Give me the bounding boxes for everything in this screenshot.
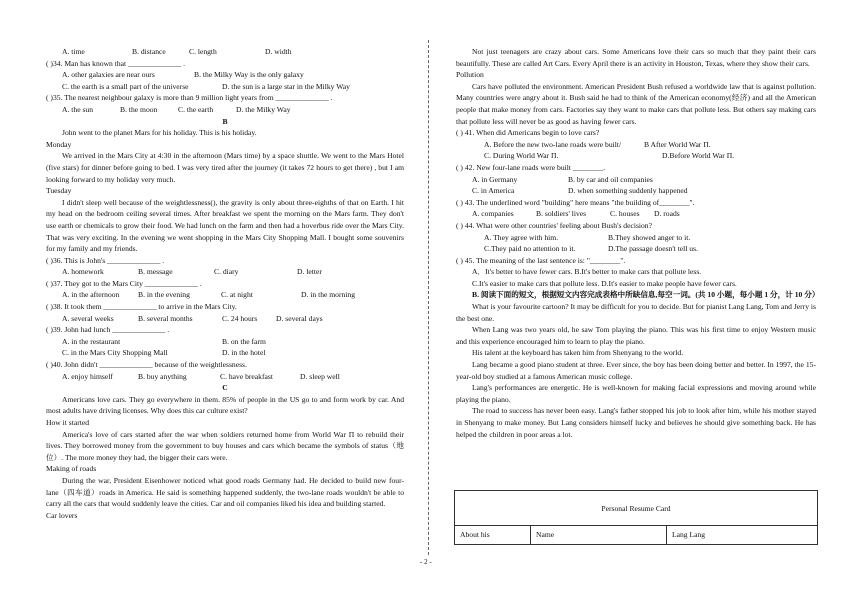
name-value-cell: Lang Lang (672, 530, 706, 539)
answer-option: A. the sun (62, 104, 94, 114)
answer-options (456, 185, 816, 197)
answer-option: B. message (138, 267, 173, 277)
answer-option: C. have breakfast (220, 371, 273, 381)
answer-option: D. letter (297, 267, 322, 277)
answer-option: D. width (265, 47, 292, 56)
answer-option: C. the earth (178, 104, 214, 114)
answer-option: A. in the restaurant (62, 336, 121, 346)
answer-option: C. houses (610, 209, 640, 219)
text-line: C.It's easier to make cars that pollute less. D.It's easier to make people have fewer cars. (472, 278, 737, 288)
answer-options (456, 139, 816, 151)
passage-paragraph: His talent at the keyboard has taken him from Shenyang to the world. (472, 348, 684, 358)
answer-options (46, 371, 404, 383)
column-divider (428, 40, 429, 555)
answer-option: B. in the evening (138, 290, 190, 300)
answer-option: B. the Milky Way is the only galaxy (194, 70, 304, 80)
answer-option: C. in America (472, 186, 515, 196)
passage-paragraph: What is your favourite cartoon? It may be difficult for you to decide. But for pianist Lang Lang, Tom and Jerry is the best one. (456, 302, 816, 323)
section-instruction: B. 阅读下面的短文，根据短文内容完成表格中所缺信息,每空一词。(共 10 小题，每小题 1 分，计 10 分） (472, 290, 820, 300)
answer-option: B. buy anything (138, 371, 187, 381)
answer-option: A. several weeks (62, 313, 114, 323)
passage-paragraph: During the war, President Eisenhower noticed what good roads Germany had. He decided to build new four-lane（四车道）roads in America. He said is something happened suddenly, the two-lane roads wouldn't be able to carry all the cars that would suddenly leave the cities. Car and oil companies liked his idea and building started. (46, 475, 404, 509)
answer-option: D. roads (654, 209, 680, 219)
answer-option: A. time (62, 47, 85, 56)
answer-options (46, 289, 404, 301)
name-label-cell: Name (531, 526, 667, 544)
answer-option: B. distance (132, 47, 166, 56)
answer-options (46, 313, 404, 325)
text-line: John went to the planet Mars for his holiday. This is his holiday. (62, 128, 257, 138)
answer-option: A. other galaxies are near ours (62, 70, 155, 80)
answer-option: B. several months (138, 313, 193, 323)
answer-options (456, 208, 816, 220)
answer-options (46, 104, 404, 116)
resume-row (455, 526, 817, 544)
text-line: ( )34. Man has known that ______________ . (46, 58, 185, 68)
passage-paragraph: Americans love cars. They go everywhere in them. 85% of people in the US go to and form work by car. And most adults have driving licenses. Why does this car culture exist? (46, 394, 404, 416)
answer-option: C. 24 hours (222, 313, 258, 323)
passage-letter: C (222, 383, 228, 393)
answer-option: B. on the farm (222, 336, 266, 346)
text-line: ( ) 41. When did Americans begin to love cars? (456, 128, 600, 138)
answer-option: B. the moon (120, 104, 158, 114)
text-line: ( ) 44. What were other countries' feeling about Bush's decision? (456, 220, 652, 230)
answer-options (456, 174, 816, 186)
answer-option: A. Before the new two-lane roads were built/ (484, 139, 622, 149)
text-line: ( ) 43. The underlined word "building" here means "the building of________". (456, 197, 695, 207)
passage-paragraph: Lang became a good piano student at three. Ever since, the boy has been doing better and better. In 1997, the 15-year-old boy studied at a famous American music college. (456, 360, 816, 381)
answer-option: C. the earth is a small part of the universe (62, 81, 189, 91)
answer-option: D. several days (276, 313, 323, 323)
text-line: Car lovers (46, 510, 78, 520)
answer-option: A. in the afternoon (62, 290, 120, 300)
answer-option: B After World War Π. (644, 139, 711, 149)
text-line: How it started (46, 418, 90, 427)
answer-option: D. when something suddenly happened (568, 186, 688, 196)
right-column (456, 46, 820, 440)
page-number: - 2 - (420, 558, 432, 566)
text-line: Pollution (456, 70, 484, 80)
resume-card-title: Personal Resume Card (455, 491, 817, 526)
answer-option: A. enjoy himself (62, 371, 113, 381)
passage-paragraph: I didn't sleep well because of the weightlessness(), the gravity is only about three-eighths of that on Earth. I hit my head on the bedroom ceiling several times. After breakfast we spent the morning on the Mars farm. They don't use earth or chemicals to grow their food. We had lunch on the farm and then had a hoverbus ride over the Mars City. That was very exciting. In the evening we went shopping in the Mars City Shopping Mall. I bought some souvenirs for my family and my friends. (46, 197, 404, 254)
answer-options (46, 266, 404, 278)
text-line: A．It's better to have fewer cars. B.It's better to make cars that pollute less. (472, 267, 702, 277)
text-line: ( ) 42. New four-lane roads were built ________. (456, 162, 606, 172)
text-line: ( )37. They got to the Mars City ______________ . (46, 278, 202, 288)
answer-option: D. sleep well (300, 371, 340, 381)
answer-option: B. soldiers' lives (536, 209, 587, 219)
answer-option: A. They agree with him. (484, 232, 559, 242)
answer-option: C. During World War Π. (484, 151, 559, 161)
answer-option: D. the sun is a large star in the Milky Way (222, 81, 350, 91)
resume-card-table (454, 490, 818, 545)
answer-option: D.The passage doesn't tell us. (608, 244, 698, 254)
passage-paragraph: Lang's performances are energetic. He is well-known for making facial expressions and moving around while playing the piano. (456, 383, 816, 404)
text-line: ( )39. John had lunch ______________ . (46, 325, 170, 335)
answer-option: B.They showed anger to it. (608, 232, 691, 242)
answer-option: C. in the Mars City Shopping Mall (62, 348, 168, 358)
passage-paragraph: America's love of cars started after the war when soldiers returned home from World War Π to rebuild their lives. They borrowed money from the government to buy houses and cars which became the symbols of status（地位）. The more money they had, the bigger their cars were. (46, 429, 404, 462)
passage-paragraph: The road to success has never been easy. Lang's father stopped his job to look after him, while his mother stayed in Shenyang to make money. But Lang considers himself lucky and believes he should give something back. He has helped the children in poor areas a lot. (456, 406, 816, 439)
answer-option: D. the Milky Way (236, 104, 291, 114)
answer-option: C.They paid no attention to it. (484, 244, 576, 254)
about-his-cell: About his (455, 526, 531, 544)
text-line: ( )38. It took them ______________ to arrive in the Mars City. (46, 302, 237, 312)
answer-options (46, 46, 404, 58)
answer-options (46, 347, 404, 359)
text-line: Tuesday (46, 186, 72, 196)
passage-paragraph: When Lang was two years old, he saw Tom playing the piano. This was his first time to enjoy Western music and this experience encouraged him to learn to play the piano. (456, 325, 816, 346)
answer-option: D. in the morning (301, 290, 355, 300)
answer-options (456, 150, 816, 162)
text-line: Making of roads (46, 464, 97, 474)
left-column (46, 46, 404, 521)
passage-letter: B (222, 116, 228, 126)
text-line: ( )40. John didn't ______________ because of the weightlessness. (46, 360, 247, 370)
answer-option: A. companies (472, 209, 514, 219)
answer-options (46, 81, 404, 93)
answer-option: D. in the hotel (222, 348, 266, 358)
passage-paragraph: Cars have polluted the environment. American President Bush refused a worldwide law that is against pollution. Many countries were angry about it. Bush said he had to think of the American economy(经济) and all the American people that make money from cars. Factories say they want to make cars that pollute less. But others say making cars that pollute less will never be as good as having fewer cars. (456, 81, 816, 126)
text-line: ( )35. The nearest neighbour galaxy is more than 9 million light years from ______________ . (46, 93, 333, 103)
passage-paragraph: Not just teenagers are crazy about cars. Some Americans love their cars so much that they paint their cars beautifully. These are called Art Cars. Every April there is an activity in Houston, Texas, where they show their cars. (456, 47, 816, 68)
answer-options (46, 336, 404, 348)
text-line: ( ) 45. The meaning of the last sentence is: "________". (456, 255, 626, 265)
text-line: Monday (46, 139, 72, 149)
answer-options (456, 243, 816, 255)
answer-options (46, 69, 404, 81)
answer-option: C. diary (214, 267, 239, 277)
answer-options (456, 232, 816, 244)
answer-option: C. at night (221, 290, 253, 300)
passage-paragraph: We arrived in the Mars City at 4:30 in the afternoon (Mars time) by a space shuttle. We went to the Mars Hotel (five stars) for dinner before going to bed. I was very tired after the journey (it takes 72 hours to get there) , but I am looking forward to my holiday very much. (46, 151, 404, 184)
answer-option: A. homework (62, 267, 104, 277)
answer-option: C. length (189, 47, 217, 56)
text-line: ( )36. This is John's ______________ . (46, 255, 165, 265)
answer-option: D.Before World War Π. (662, 151, 735, 161)
answer-option: A. in Germany (472, 174, 518, 184)
answer-option: B. by car and oil companies (568, 174, 653, 184)
